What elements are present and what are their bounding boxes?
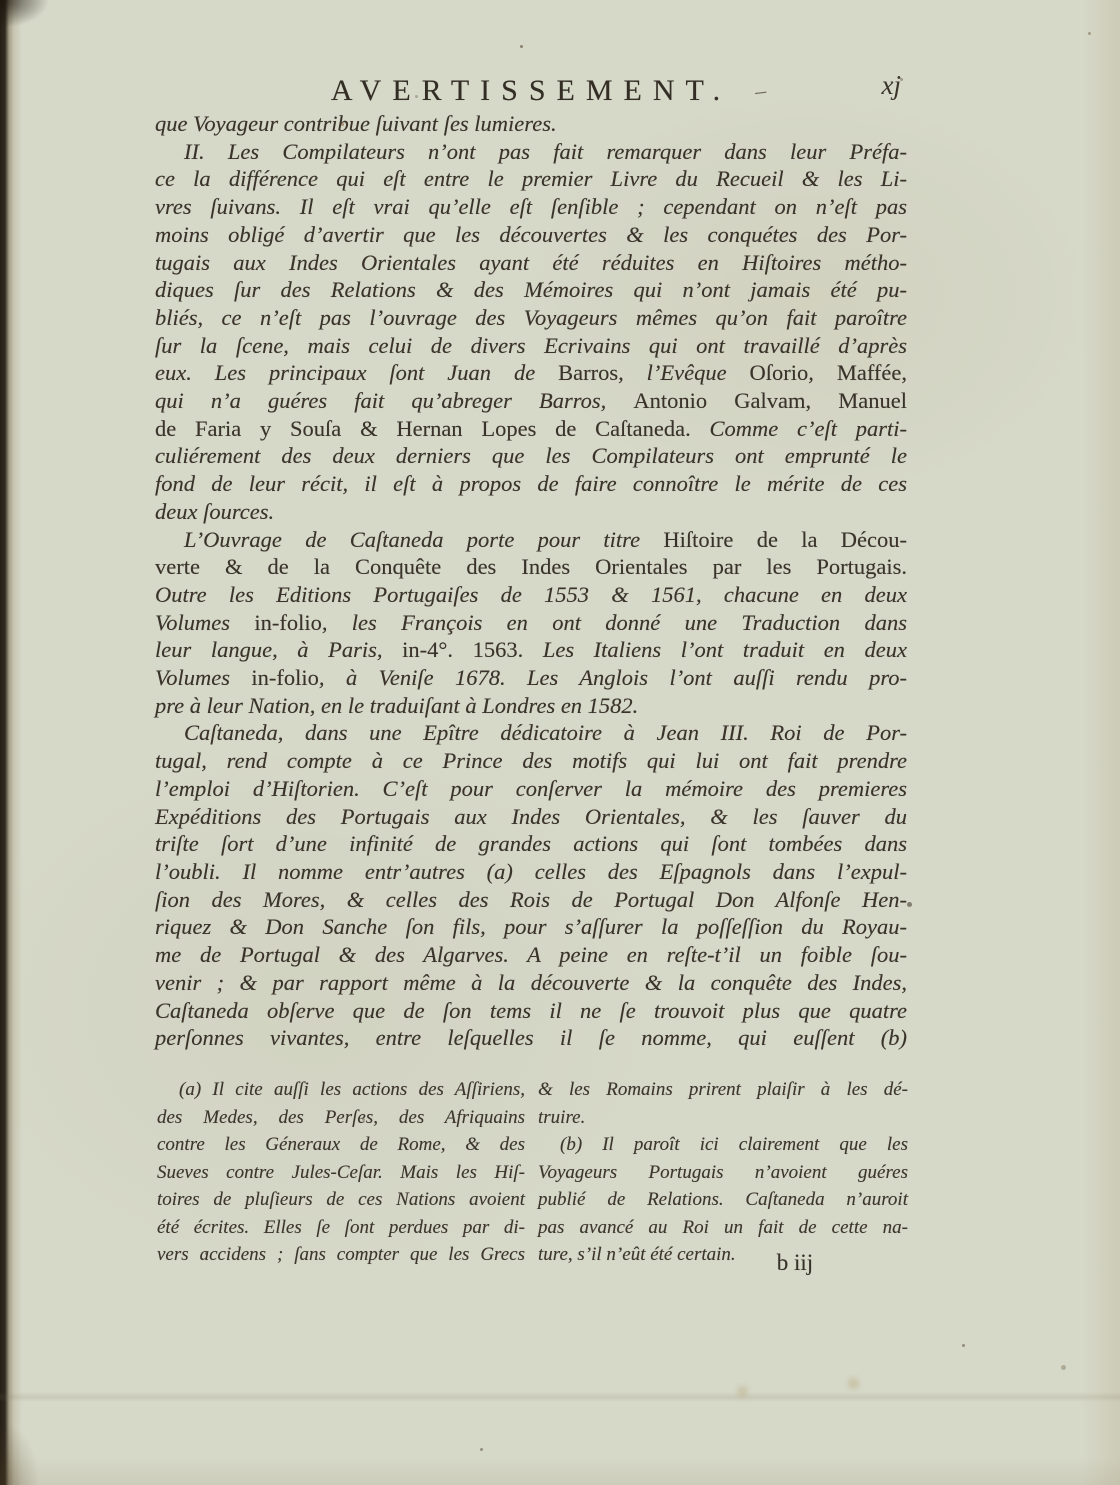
text-line (538, 1214, 908, 1242)
text-segment: ſur la ſcene, mais celui de divers Ecrivains qui ont travaillé d’après (155, 332, 907, 358)
text-segment: de Faria y Souſa & Hernan Lopes de Caſtaneda. (155, 415, 710, 441)
text-line (538, 1159, 908, 1187)
text-segment: Caſtaneda obſerve que de ſon tems il ne ſe trouvoit plus que quatre (155, 997, 907, 1023)
text-line (157, 1214, 525, 1242)
text-line (155, 692, 907, 720)
paper-crease (0, 1392, 1120, 1402)
text-segment: pas avancé au Roi un fait de cette na- (538, 1216, 908, 1238)
main-text-block (155, 110, 907, 1052)
text-segment: leur langue, à Paris, (155, 637, 403, 663)
text-segment: Caſtaneda, dans une Epître dédicatoire à Jean III. Roi de Por- (184, 720, 907, 746)
text-line (155, 442, 907, 470)
text-line (155, 636, 907, 664)
text-segment: tugais aux Indes Orientales ayant été réduites en Hiſtoires métho- (155, 249, 907, 275)
text-line (155, 359, 907, 387)
text-segment: pre à leur Nation, en le traduiſant à Londres en 1582. (155, 692, 639, 718)
text-segment: Les Italiens l’ont traduit en deux (542, 637, 907, 663)
text-segment: ce la différence qui eſt entre le premier Livre du Recueil & les Li- (155, 166, 907, 192)
text-segment: , (808, 360, 837, 386)
text-segment: contre les Géneraux de Rome, & des (157, 1134, 525, 1155)
text-line (155, 858, 907, 886)
text-segment: deux ſources. (155, 498, 275, 524)
text-segment: Comme c’eſt parti- (709, 415, 907, 441)
text-line (155, 276, 907, 304)
footnote-column-left (157, 1076, 525, 1269)
text-line (538, 1241, 908, 1269)
ink-dash-mark: – (753, 77, 768, 104)
text-segment: Voyageurs Portugais n’avoient guéres (538, 1161, 908, 1183)
text-segment: L’Ouvrage de Caſtaneda porte pour titre (184, 526, 664, 552)
text-segment: Barros (558, 360, 619, 386)
text-segment: verte & de la Conquête des Indes Orientales par les Portugais. (155, 554, 907, 580)
text-segment: Hiſtoire de la Décou- (663, 526, 908, 552)
text-line (155, 415, 907, 443)
paper-specks (0, 0, 3, 3)
text-segment: in-folio (251, 665, 319, 691)
text-segment: vers accidens ; ſans compter que les Grecs (157, 1244, 525, 1265)
text-line (155, 138, 907, 166)
text-segment: Expéditions des Portugais aux Indes Orientales, & les ſauver du (155, 803, 907, 829)
text-segment: Oſorio (749, 360, 809, 386)
page-number: xj (881, 70, 901, 100)
text-line (155, 747, 907, 775)
text-segment: perſonnes vivantes, entre leſquelles il ſe nomme, qui euſſent (b) (155, 1025, 907, 1051)
running-title: AVERTISSEMENT. (330, 74, 732, 107)
text-segment: ture, s’il n’eût été certain. (538, 1244, 736, 1265)
text-line (538, 1104, 908, 1132)
text-line (155, 165, 907, 193)
text-line (155, 803, 907, 831)
text-line (155, 941, 907, 969)
text-segment: & les Romains prirent plaiſir à les dé- (538, 1079, 908, 1100)
text-line (538, 1131, 908, 1159)
text-line (157, 1159, 525, 1187)
text-segment: ſion des Mores, & celles des Rois de Portugal Don Alfonſe Hen- (155, 886, 907, 912)
text-segment: II. Les Compilateurs n’ont pas fait remarquer dans leur Préfa- (184, 138, 907, 164)
text-line (155, 193, 907, 221)
text-line (155, 609, 907, 637)
text-segment: bliés, ce n’eſt pas l’ouvrage des Voyageurs mêmes qu’on fait paroître (155, 304, 907, 330)
text-segment: diques ſur des Relations & des Mémoires qui n’ont jamais été pu- (155, 277, 907, 303)
text-segment: Volumes (155, 609, 255, 635)
text-segment: (b) Il paroît ici clairement que les (560, 1134, 908, 1155)
text-line (155, 498, 907, 526)
text-segment: fond de leur récit, il eſt à propos de faire connoître le mérite de ces (155, 471, 907, 497)
text-line (155, 221, 907, 249)
text-segment: des Medes, des Perſes, des Afriquains (157, 1106, 525, 1128)
text-segment: venir ; & par rapport même à la découverte & la conquête des Indes, (155, 969, 907, 995)
text-segment: truire. (538, 1106, 586, 1128)
text-line (155, 886, 907, 914)
text-line (155, 913, 907, 941)
text-line (155, 719, 907, 747)
text-line (155, 553, 907, 581)
text-line (538, 1186, 908, 1214)
text-line (157, 1241, 525, 1269)
text-line (155, 110, 907, 138)
text-segment: , l’Evêque (618, 360, 750, 386)
text-segment: in-4°. 1563. (402, 637, 543, 663)
text-segment: riquez & Don Sanche ſon fils, pour s’aſſurer la poſſeſſion du Royau- (155, 914, 907, 940)
text-segment: qui n’a guéres fait qu’abreger Barros, (155, 388, 634, 414)
text-segment: Antonio Galvam, Manuel (633, 388, 907, 414)
signature-mark: b iij (776, 1250, 814, 1275)
text-segment: culiérement des deux derniers que les Compilateurs ont emprunté le (155, 443, 907, 469)
text-segment: que Voyageur contribue ſuivant ſes lumieres. (155, 111, 557, 136)
text-segment: l’emploi d’Hiſtorien. C’eſt pour conſerver la mémoire des premieres (155, 775, 907, 801)
footnote-column-right (538, 1076, 908, 1269)
text-segment: toires de pluſieurs de ces Nations avoient (157, 1189, 525, 1210)
text-segment: tugal, rend compte à ce Prince des motifs qui lui ont fait prendre (155, 748, 907, 774)
text-line (155, 470, 907, 498)
text-segment: vres ſuivans. Il eſt vrai qu’elle eſt ſenſible ; cependant on n’eſt pas (155, 194, 907, 220)
text-line (157, 1131, 525, 1159)
text-segment: in-folio (254, 609, 322, 635)
text-line (157, 1104, 525, 1132)
text-line (155, 969, 907, 997)
text-line (155, 775, 907, 803)
text-line (157, 1186, 525, 1214)
text-line (155, 1024, 907, 1052)
text-segment: triſte ſort d’une infinité de grandes actions qui ſont tombées dans (155, 831, 907, 857)
text-line (155, 997, 907, 1025)
text-line (155, 664, 907, 692)
text-segment: eux. Les principaux ſont Juan de (155, 360, 559, 386)
text-segment: Sueves contre Jules-Ceſar. Mais les Hiſ- (157, 1161, 525, 1183)
text-segment: , les François en ont donné une Traduction dans (321, 609, 907, 635)
text-line (155, 581, 907, 609)
text-line (155, 332, 907, 360)
text-line (155, 526, 907, 554)
text-segment: Maffée, (836, 360, 908, 386)
text-segment: , à Veniſe 1678. Les Anglois l’ont auſſi rendu pro- (318, 665, 907, 691)
text-segment: Volumes (155, 665, 252, 691)
text-segment: moins obligé d’avertir que les découvertes & les conquétes des Por- (155, 221, 907, 247)
text-segment: publié de Relations. Caſtaneda n’auroit (538, 1189, 908, 1210)
text-segment: été écrites. Elles ſe ſont perdues par di- (157, 1216, 525, 1238)
text-segment: Outre les Editions Portugaiſes de 1553 & 1561, chacune en deux (155, 581, 907, 607)
text-line (157, 1076, 525, 1104)
text-segment: l’oubli. Il nomme entr’autres (a) celles des Eſpagnols dans l’expul- (155, 858, 907, 884)
text-segment: (a) Il cite auſſi les actions des Aſſiriens, (179, 1079, 525, 1100)
text-line (155, 304, 907, 332)
text-segment: me de Portugal & des Algarves. A peine en reſte-t’il un foible ſou- (155, 942, 907, 968)
text-line (155, 387, 907, 415)
text-line (155, 249, 907, 277)
text-line (538, 1076, 908, 1104)
text-line (155, 830, 907, 858)
